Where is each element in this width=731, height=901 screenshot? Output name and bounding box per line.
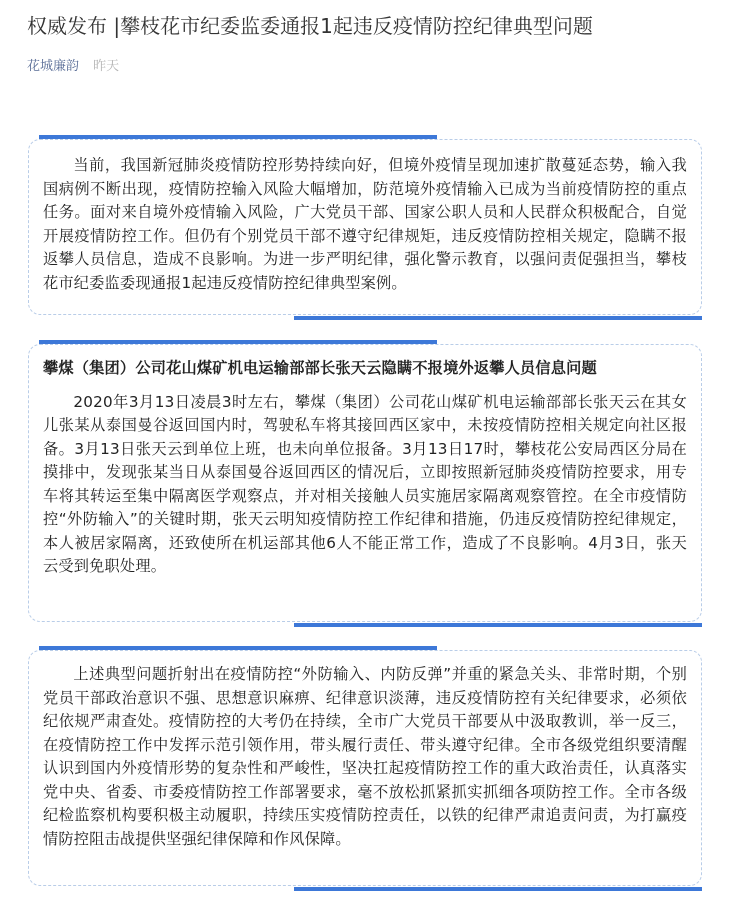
case-paragraph: 2020年3月13日凌晨3时左右，攀煤（集团）公司花山煤矿机电运输部部长张天云在其女儿张某从泰国曼谷返回国内时，驾驶私车将其接回西区家中，未按疫情防控相关规定向社区报备。3月13日张天云到单位上班，也未向单位报备。3月13日17时，攀枝花公安局西区分局在摸排中，发现张某当日从泰国曼谷返回西区的情况后，立即按照新冠肺炎疫情防控要求，用专车将其转运至集中隔离医学观察点，并对相关接触人员实施居家隔离观察管控。在全市疫情防控“外防输入”的关键时期，张天云明知疫情防控工作纪律和措施，仍违反疫情防控纪律规定，本人被居家隔离，还致使所在机运部其他6人不能正常工作，造成了不良影响。4月3日，张天云受到免职处理。 [43,392,687,575]
conclusion-paragraph: 上述典型问题折射出在疫情防控“外防输入、内防反弹”并重的紧急关头、非常时期，个别党员干部政治意识不强、思想意识麻痹、纪律意识淡薄，违反疫情防控有关纪律要求，必须依纪依规严肃查处。疫情防控的大考仍在持续，全市广大党员干部要从中汲取教训，举一反三，在疫情防控工作中发挥示范引领作用，带头履行责任、带头遵守纪律。全市各级党组织要清醒认识到国内外疫情形势的复杂性和严峻性，坚决扛起疫情防控工作的重大政治责任，认真落实党中央、省委、市委疫情防控工作部署要求，毫不放松抓紧抓实抓细各项防控工作。全市各级纪检监察机构要积极主动履职，持续压实疫情防控责任，以铁的纪律严肃追责问责，为打赢疫情防控阻击战提供坚强纪律保障和作风保障。 [43,665,687,848]
intro-paragraph: 当前，我国新冠肺炎疫情防控形势持续向好，但境外疫情呈现加速扩散蔓延态势，输入我国病例不断出现，疫情防控输入风险大幅增加，防范境外疫情输入已成为当前疫情防控的重点任务。面对来自境外疫情输入风险，广大党员干部、国家公职人员和人民群众积极配合，自觉开展疫情防控工作。但仍有个别党员干部不遵守纪律规矩，违反疫情防控相关规定，隐瞒不报返攀人员信息，造成不良影响。为进一步严明纪律，强化警示教育，以强问责促强担当，攀枝花市纪委监委现通报1起违反疫情防控纪律典型案例。 [43,156,687,292]
intro-card [28,139,702,315]
card-top-accent-bar [39,646,437,650]
card-bottom-accent-bar [294,316,702,320]
case-card [28,344,702,622]
case-heading: 攀煤（集团）公司花山煤矿机电运输部部长张天云隐瞒不报境外返攀人员信息问题 [43,359,597,377]
card-bottom-accent-bar [294,887,702,891]
card-top-accent-bar [39,135,437,139]
card-top-accent-bar [39,340,437,344]
card-bottom-accent-bar [294,623,702,627]
article-title: 权威发布 |攀枝花市纪委监委通报1起违反疫情防控纪律典型问题 [27,14,593,38]
conclusion-card [28,650,702,886]
article-meta [27,56,119,78]
account-name-link[interactable]: 花城廉韵 [27,59,80,74]
publish-time: 昨天 [93,59,120,74]
